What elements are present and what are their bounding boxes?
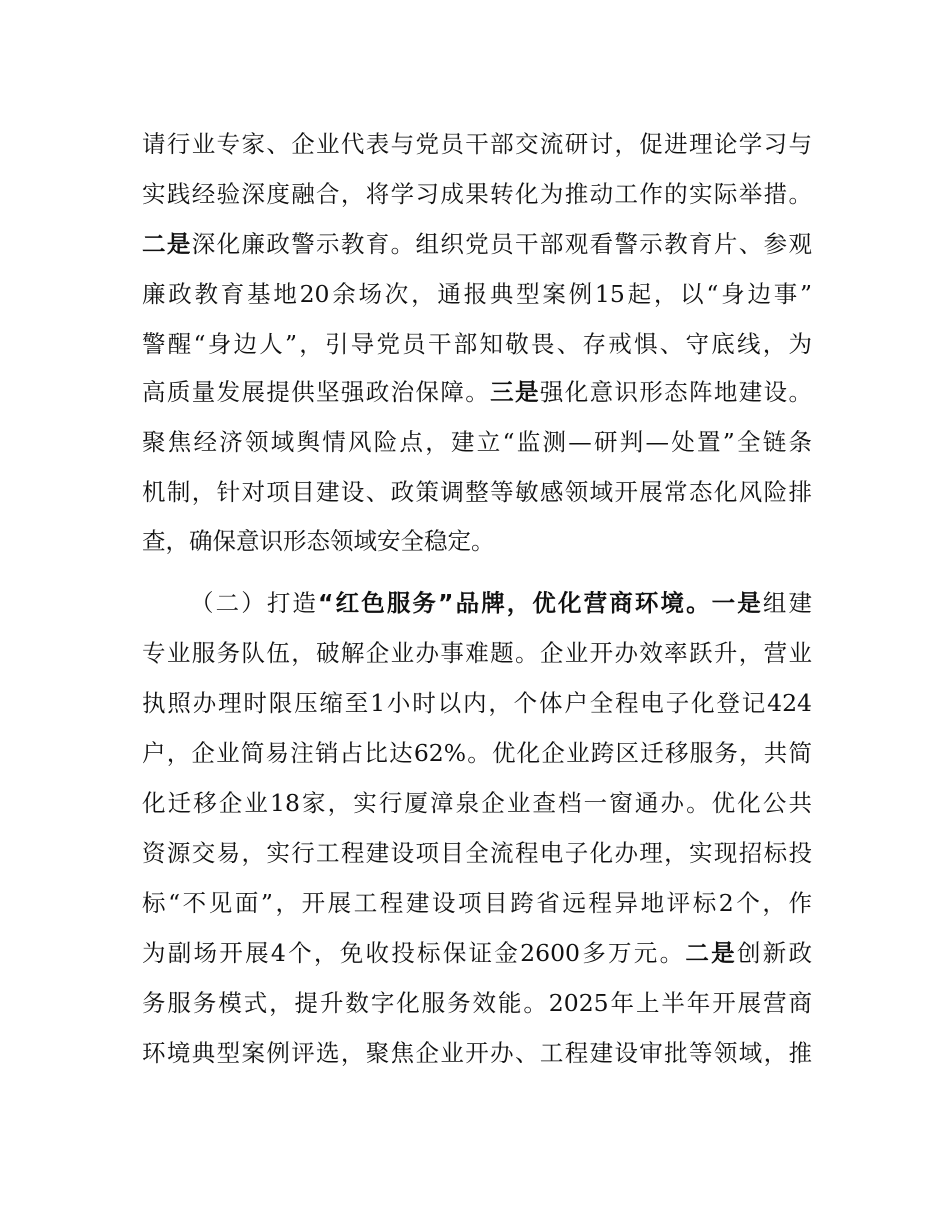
text-segment: 为副场开展4个，免收投标保证金2600多万元。	[142, 939, 686, 967]
section-heading-line	[190, 583, 812, 623]
section-heading: “红色服务”品牌，优化营商环境。一是	[318, 589, 763, 617]
text-line	[142, 1033, 812, 1073]
text-line	[142, 224, 812, 264]
text-segment: 环境典型案例评选，聚焦企业开办、工程建设审批等领域，推	[142, 1039, 812, 1067]
text-line	[142, 733, 812, 773]
text-line	[142, 833, 812, 873]
text-segment: 请行业专家、企业代表与党员干部交流研讨，促进理论学习与	[142, 130, 812, 158]
bold-marker: 二是	[685, 939, 737, 967]
text-segment: 强化意识形态阵地建设。	[539, 378, 813, 406]
bold-marker: 三是	[490, 378, 540, 406]
text-segment: 户，企业简易注销占比达62%。优化企业跨区迁移服务，共简	[142, 739, 812, 767]
text-segment: 实践经验深度融合，将学习成果转化为推动工作的实际举措。	[142, 180, 812, 208]
text-segment: 务服务模式，提升数字化服务效能。2025年上半年开展营商	[142, 989, 812, 1017]
text-line	[142, 933, 812, 973]
text-segment: 组建	[762, 589, 813, 617]
text-line	[142, 883, 812, 923]
bold-marker: 二是	[142, 230, 192, 258]
text-line	[142, 422, 812, 462]
text-segment: 深化廉政警示教育。组织党员干部观看警示教育片、参观	[191, 230, 813, 258]
text-segment: 警醒“身边人”，引导党员干部知敬畏、存戒惧、守底线，为	[142, 330, 812, 358]
text-line	[142, 983, 812, 1023]
text-segment: 化迁移企业18家，实行厦漳泉企业查档一窗通办。优化公共	[142, 789, 812, 817]
text-line	[142, 324, 812, 364]
text-segment: 专业服务队伍，破解企业办事难题。企业开办效率跃升，营业	[142, 639, 812, 667]
text-segment: 创新政	[736, 939, 812, 967]
text-line	[142, 372, 812, 412]
text-segment: 聚焦经济领域舆情风险点，建立“监测—研判—处置”全链条	[142, 428, 812, 456]
text-line	[142, 174, 812, 214]
text-line	[142, 683, 812, 723]
text-line	[142, 783, 812, 823]
text-segment: （二）打造	[190, 589, 319, 617]
text-segment: 查，确保意识形态领域安全稳定。	[142, 527, 495, 555]
text-segment: 标“不见面”，开展工程建设项目跨省远程异地评标2个，作	[142, 889, 812, 917]
text-segment: 机制，针对项目建设、政策调整等敏感领域开展常态化风险排	[142, 478, 812, 506]
text-line	[142, 124, 812, 164]
text-line	[142, 274, 812, 314]
text-segment: 廉政教育基地20余场次，通报典型案例15起，以“身边事”	[142, 280, 812, 308]
text-line	[142, 521, 812, 561]
text-segment: 执照办理时限压缩至1小时以内，个体户全程电子化登记424	[142, 689, 812, 717]
text-line	[142, 472, 812, 512]
text-line	[142, 633, 812, 673]
text-segment: 高质量发展提供坚强政治保障。	[142, 378, 491, 406]
text-segment: 资源交易，实行工程建设项目全流程电子化办理，实现招标投	[142, 839, 812, 867]
